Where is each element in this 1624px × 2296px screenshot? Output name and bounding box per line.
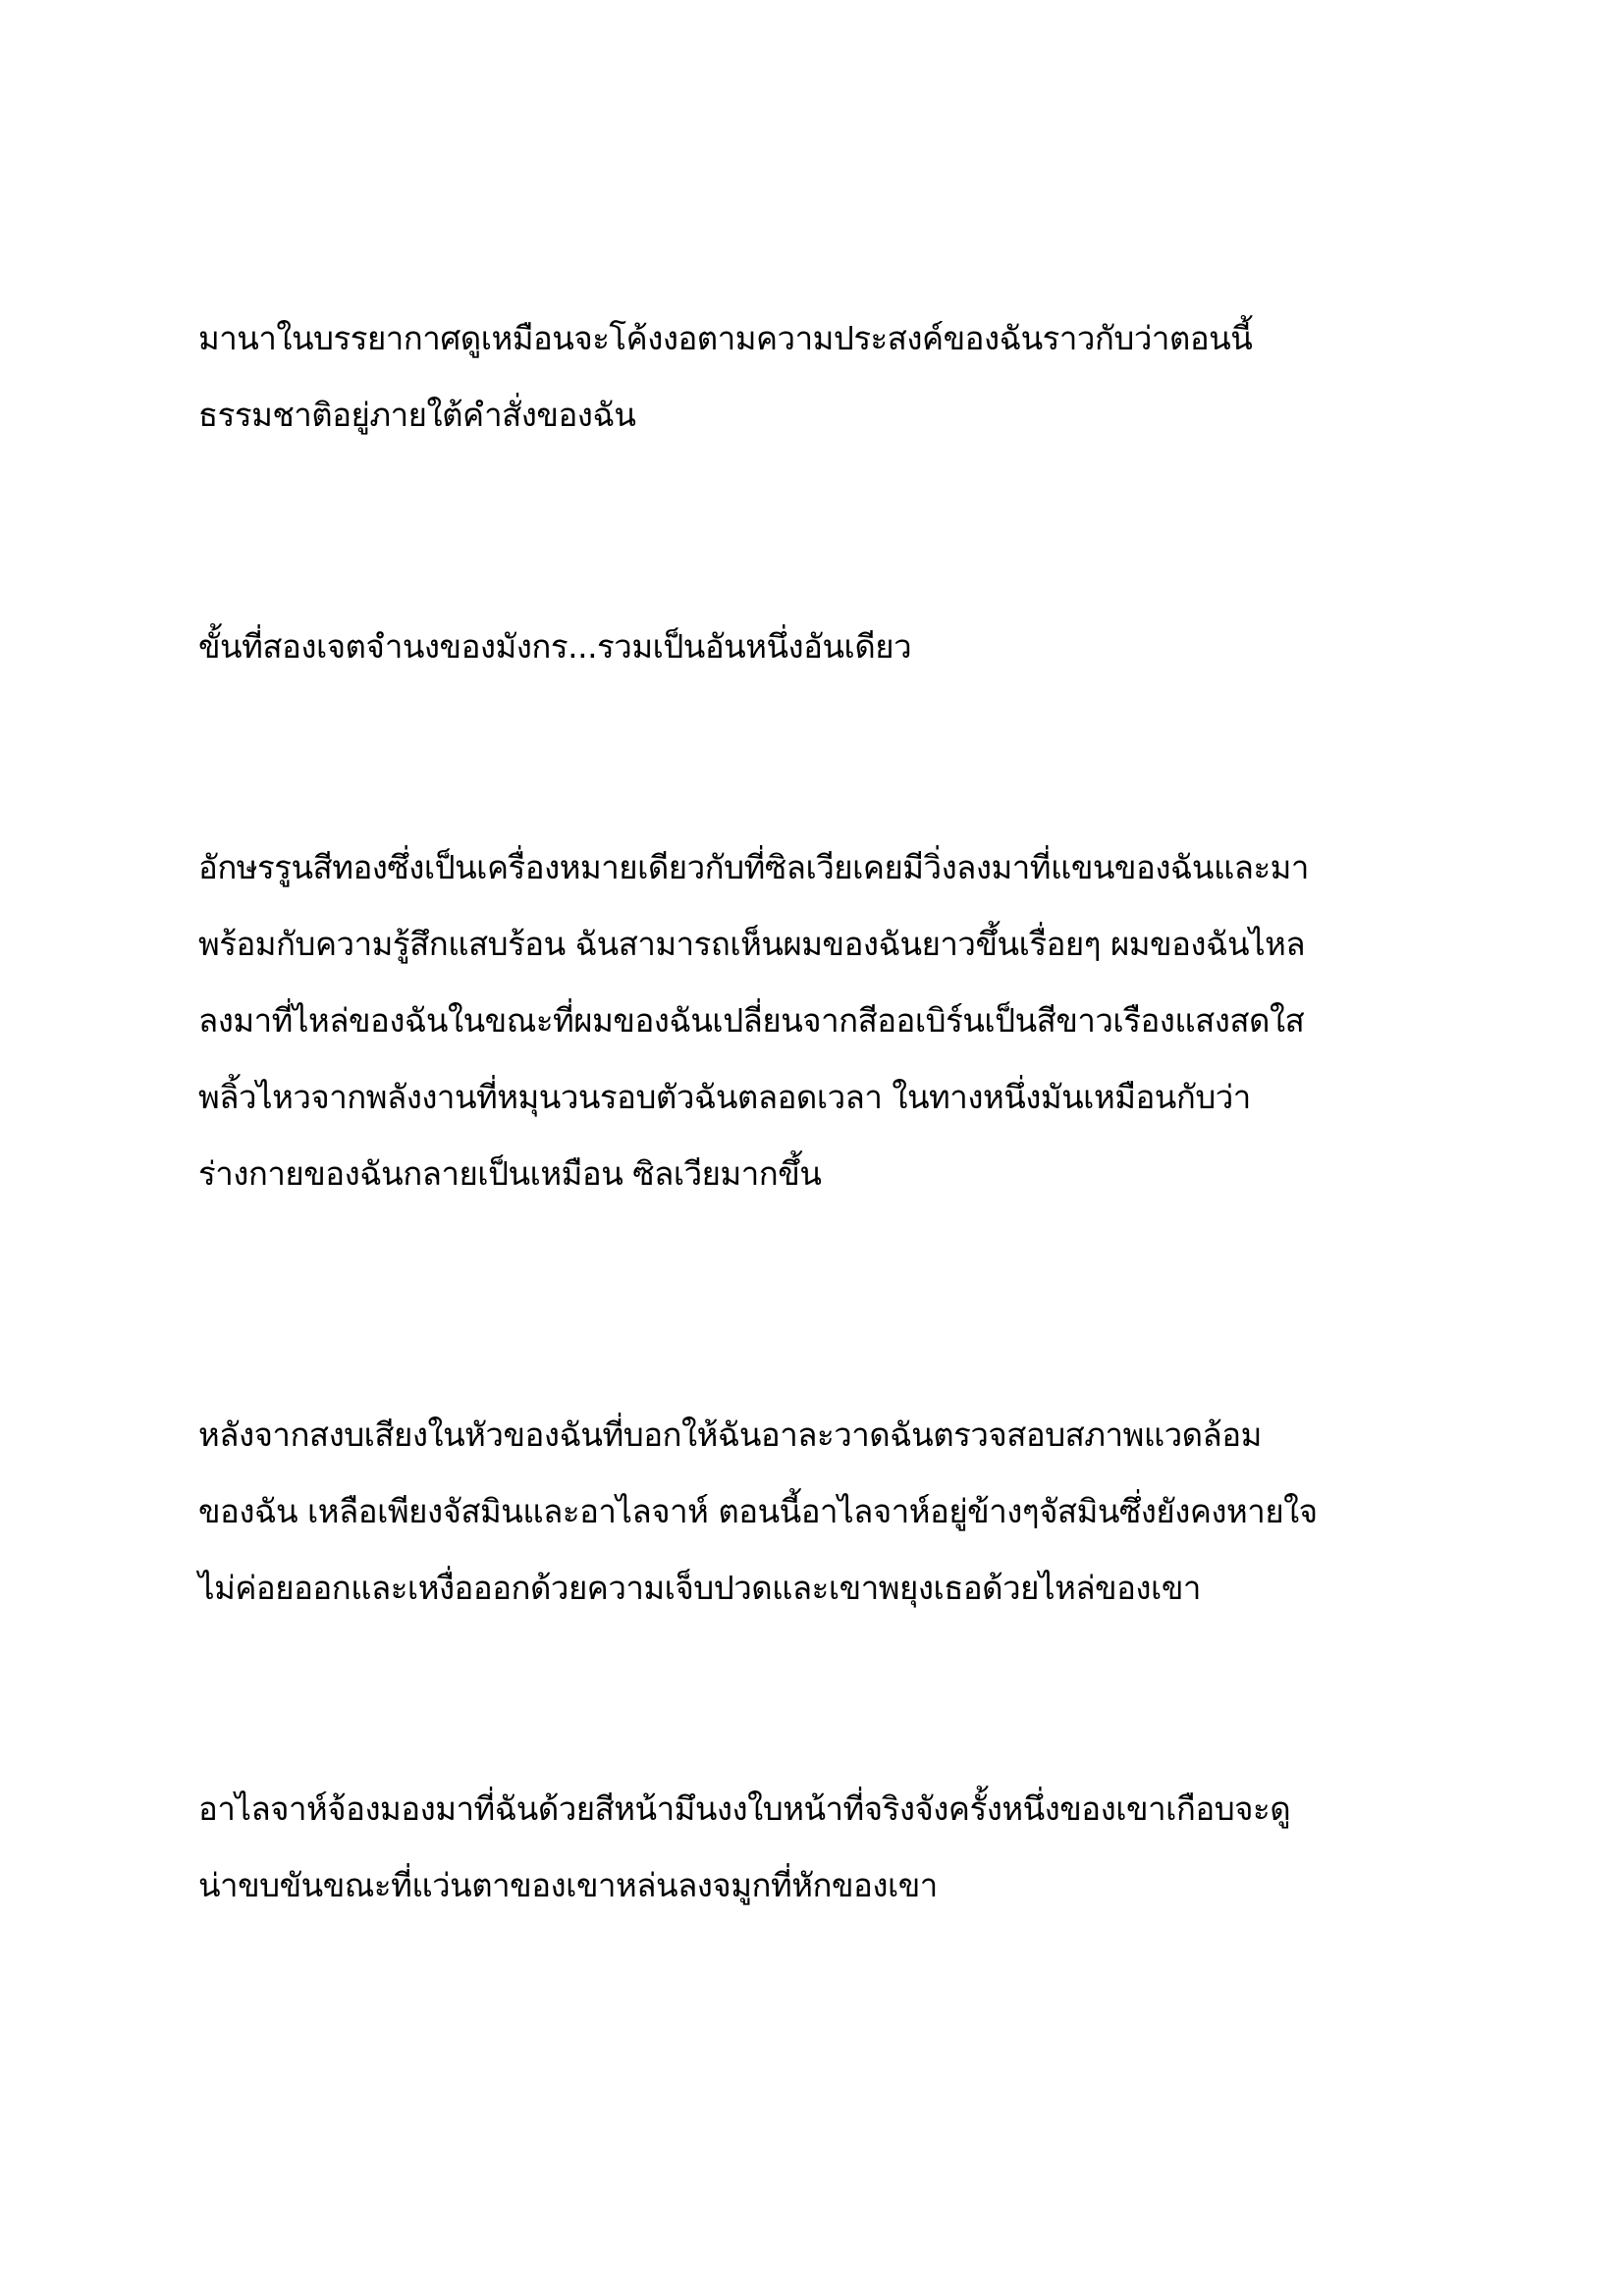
paragraph-5 bbox=[198, 1771, 1455, 1924]
paragraph-line: น่าขบขันขณะที่แว่นตาของเขาหล่นลงจมูกที่หักของเขา bbox=[198, 1866, 938, 1904]
paragraph-line: พลิ้วไหวจากพลังงานที่หมุนวนรอบตัวฉันตลอดเวลา ในทางหนึ่งมันเหมือนกับว่า bbox=[198, 1078, 1251, 1116]
paragraph-line: มานาในบรรยากาศดูเหมือนจะโค้งงอตามความประสงค์ของฉันราวกับว่าตอนนี้ bbox=[198, 319, 1253, 357]
paragraph-2 bbox=[198, 609, 1455, 685]
paragraph-1 bbox=[198, 300, 1455, 454]
paragraph-4 bbox=[198, 1397, 1455, 1627]
paragraph-line: พร้อมกับความรู้สึกแสบร้อน ฉันสามารถเห็นผมของฉันยาวขึ้นเรื่อยๆ ผมของฉันไหล bbox=[198, 925, 1306, 963]
paragraph-line: อักษรรูนสีทองซึ่งเป็นเครื่องหมายเดียวกับที่ซิลเวียเคยมีวิ่งลงมาที่แขนของฉันและมา bbox=[198, 848, 1309, 886]
paragraph-line: ธรรมชาติอยู่ภายใต้คำสั่งของฉัน bbox=[198, 396, 636, 434]
paragraph-line: อาไลจาห์จ้องมองมาที่ฉันด้วยสีหน้ามึนงงใบหน้าที่จริงจังครั้งหนึ่งของเขาเกือบจะดู bbox=[198, 1789, 1291, 1828]
paragraph-line: ลงมาที่ไหล่ของฉันในขณะที่ผมของฉันเปลี่ยนจากสีออเบิร์นเป็นสีขาวเรืองแสงสดใส bbox=[198, 1001, 1305, 1040]
paragraph-line: ขั้นที่สองเจตจำนงของมังกร...รวมเป็นอันหนึ่งอันเดียว bbox=[198, 627, 912, 666]
paragraph-line: ของฉัน เหลือเพียงจัสมินและอาไลจาห์ ตอนนี้อาไลจาห์อยู่ข้างๆจัสมินซึ่งยังคงหายใจ bbox=[198, 1492, 1318, 1530]
paragraph-line: หลังจากสงบเสียงในหัวของฉันที่บอกให้ฉันอาละวาดฉันตรวจสอบสภาพแวดล้อม bbox=[198, 1415, 1262, 1454]
paragraph-line: ร่างกายของฉันกลายเป็นเหมือน ซิลเวียมากขึ้น bbox=[198, 1154, 822, 1193]
paragraph-3 bbox=[198, 829, 1455, 1212]
paragraph-line: ไม่ค่อยออกและเหงื่อออกด้วยความเจ็บปวดและเขาพยุงเธอด้วยไหล่ของเขา bbox=[198, 1569, 1201, 1607]
